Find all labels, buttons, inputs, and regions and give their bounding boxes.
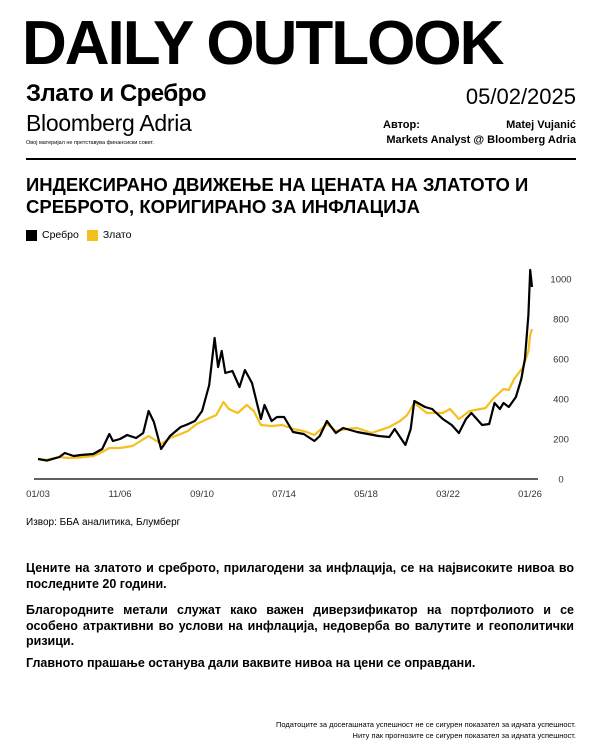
brand-logo: Bloomberg Adria	[26, 110, 192, 136]
paragraph-3: Главното прашање останува дали ваквите нивоа на цени се оправдани.	[26, 656, 476, 670]
footer-disclaimer-2: Ниту пак прогнозите се сигурен показател за идната успешност.	[352, 731, 576, 740]
x-tick-label: 09/10	[190, 489, 214, 500]
author-role: Markets Analyst @ Bloomberg Adria	[386, 134, 576, 146]
x-tick-label: 01/26	[518, 489, 542, 500]
line-chart	[0, 250, 600, 500]
x-axis-ticks	[26, 489, 542, 500]
x-tick-label: 01/03	[26, 489, 50, 500]
x-tick-label: 03/22	[436, 489, 460, 500]
chart-title: ИНДЕКСИРАНО ДВИЖЕЊЕ НА ЦЕНАТА НА ЗЛАТОТО И СРЕБРОТО, КОРИГИРАНО ЗА ИНФЛАЦИЈА	[26, 174, 529, 217]
series-line-silver	[38, 270, 532, 461]
header-divider	[26, 158, 576, 160]
x-tick-label: 11/06	[108, 489, 132, 500]
y-tick-label: 200	[553, 434, 569, 446]
legend-label-gold: Злато	[102, 229, 132, 241]
y-axis-ticks	[550, 275, 571, 486]
chart-source: Извор: ББА аналитика, Блумберг	[26, 517, 181, 528]
author-label: Автор:	[383, 119, 420, 131]
paragraph-2: Благородните метали служат како важен диверзификатор на портфолиото и се особено атрактивни во услови на инфлација, недоверба во валутите и геополитички ризици.	[26, 603, 574, 648]
y-tick-label: 800	[553, 314, 569, 326]
legend-swatch-gold	[87, 230, 98, 241]
page-subtitle: Злато и Сребро	[26, 80, 206, 107]
legend-label-silver: Сребро	[42, 229, 79, 241]
y-tick-label: 600	[553, 354, 569, 366]
legend-item-silver	[26, 229, 79, 241]
y-tick-label: 400	[553, 394, 569, 406]
legend-swatch-silver	[26, 230, 37, 241]
disclaimer-text: Овој материјал не претставува финансиски совет.	[26, 140, 154, 146]
footer-disclaimer-1: Податоците за досегашната успешност не се сигурен показател за идната успешност.	[276, 720, 576, 729]
page-title: DAILY OUTLOOK	[22, 9, 503, 78]
chart-legend	[26, 229, 139, 241]
report-date: 05/02/2025	[465, 84, 576, 109]
legend-item-gold	[87, 229, 132, 241]
x-tick-label: 05/18	[354, 489, 378, 500]
paragraph-1: Цените на златото и среброто, прилагодени за инфлација, се на највисоките нивоа во последните 20 години.	[26, 561, 574, 591]
y-tick-label: 0	[558, 474, 564, 486]
author-name: Matej Vujanić	[506, 119, 576, 131]
y-tick-label: 1000	[550, 274, 572, 286]
x-tick-label: 07/14	[272, 489, 296, 500]
